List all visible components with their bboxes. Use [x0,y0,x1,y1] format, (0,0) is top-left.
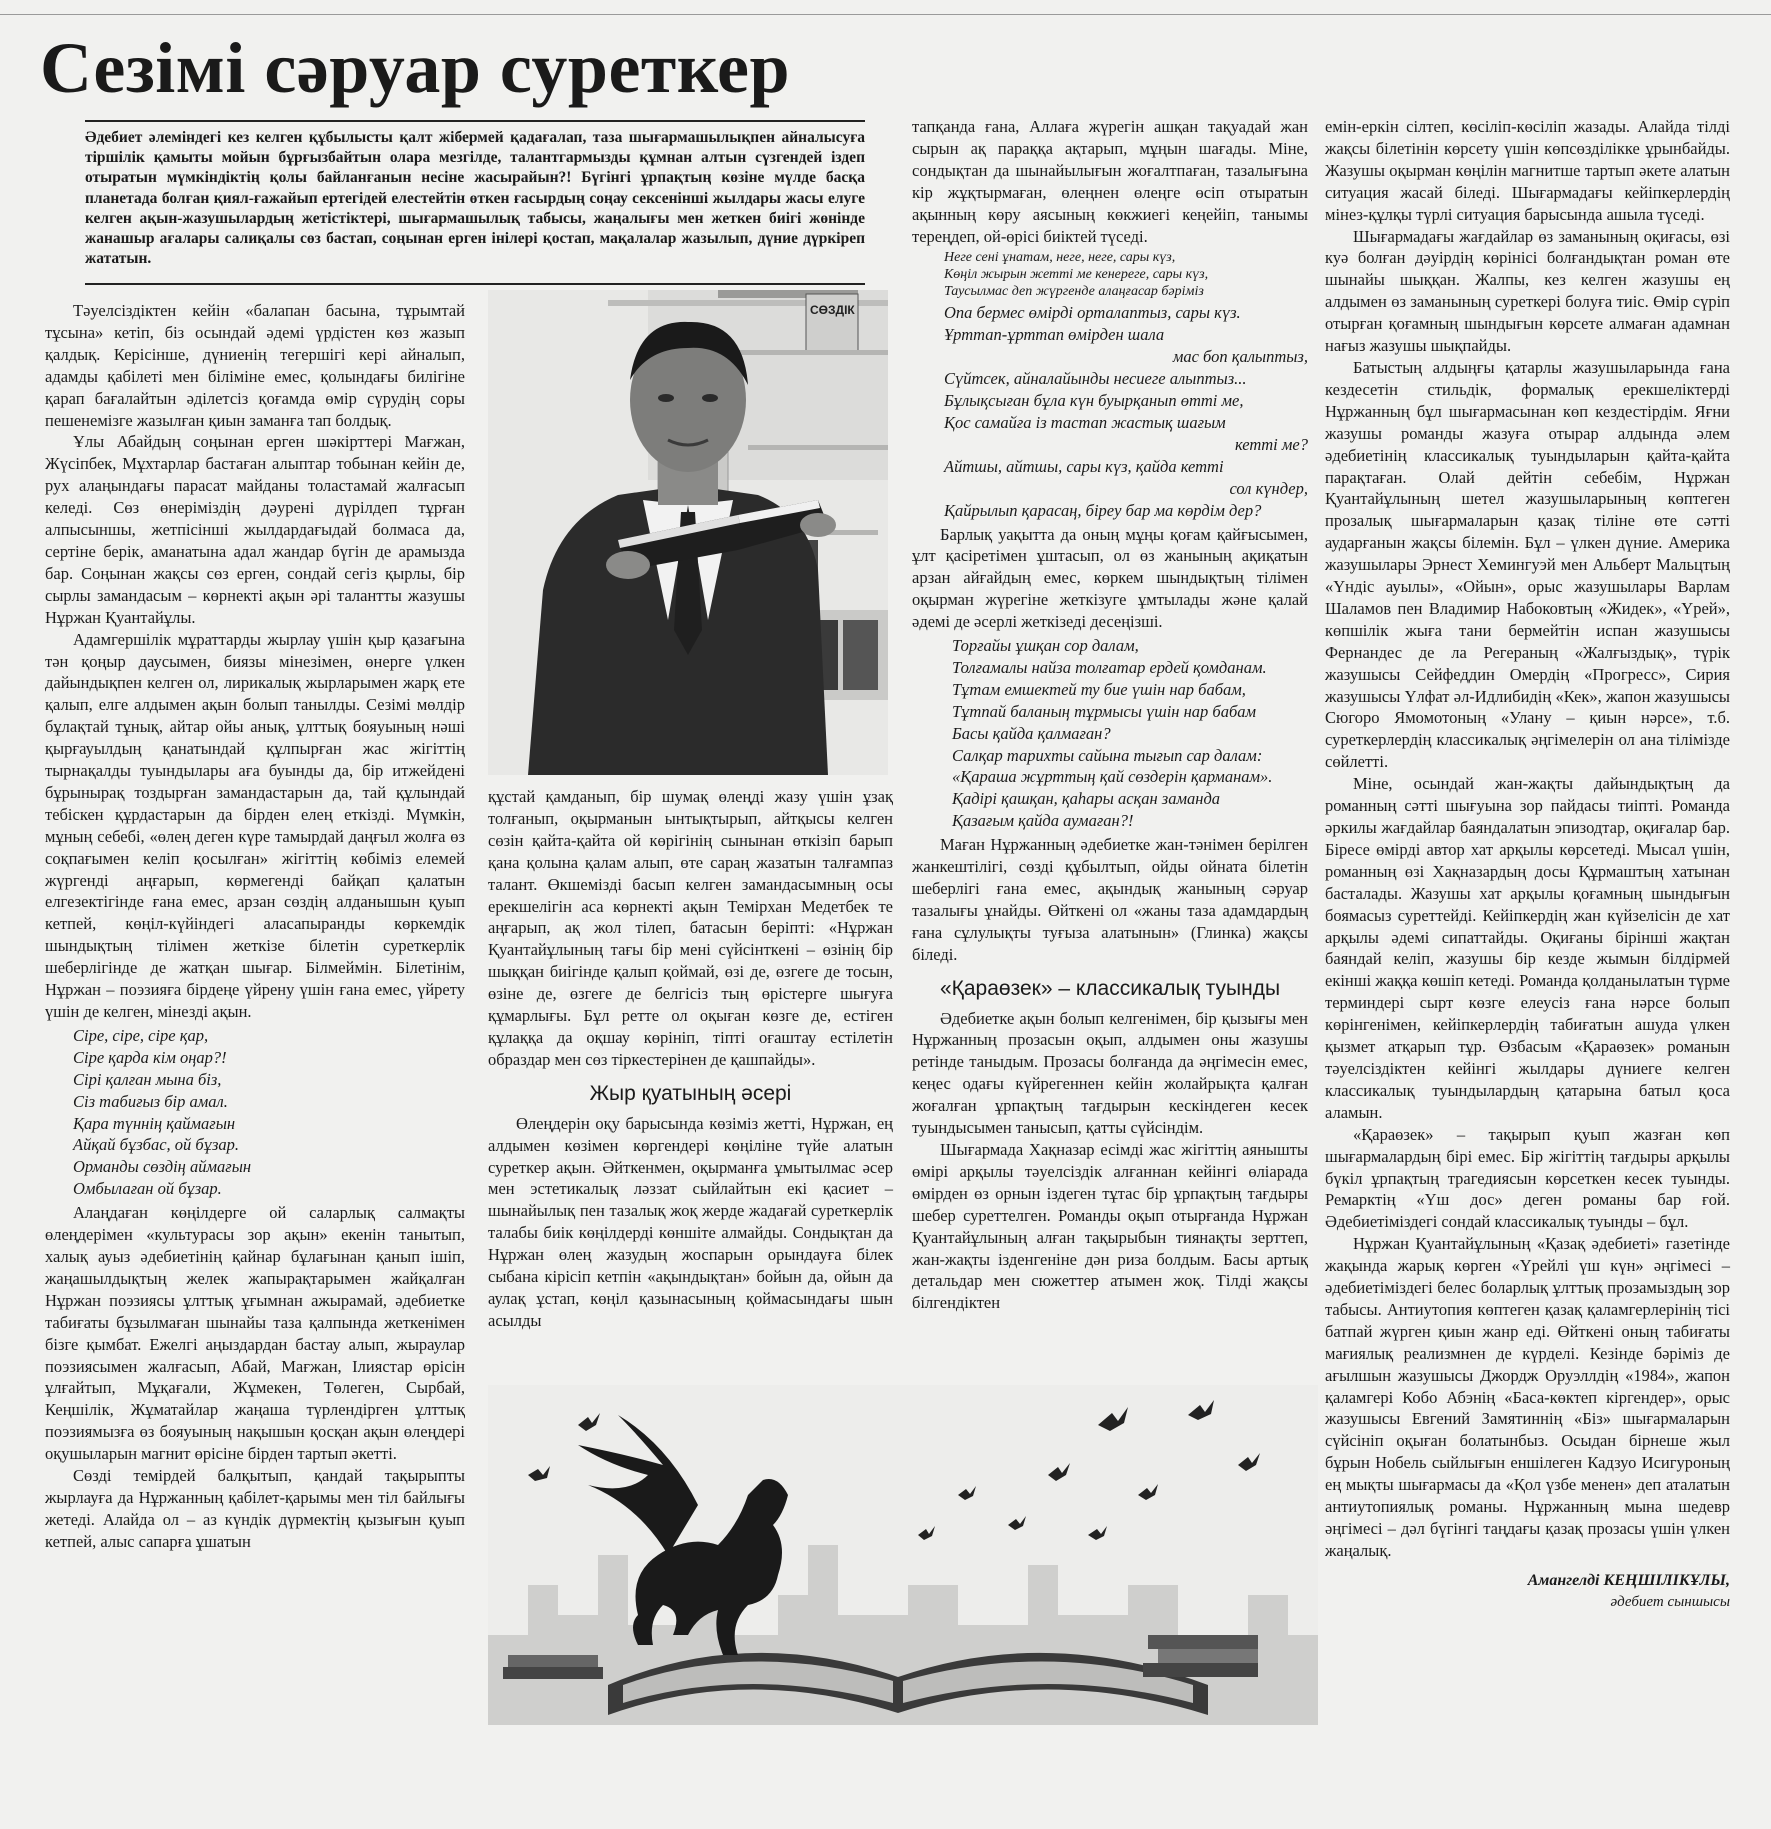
section-subheading: Жыр қуатының әсері [589,1081,792,1105]
col3-paragraph: Әдебиетке ақын болып келгенімен, бір қызығы мен Нұржанның прозасын оқып, алдымен оны жазушы ретінде таныдым. Прозасы болғанда да әңгімесін емес, кеңес одағы күйрегеннен кейін жолайрықта қалған жоғалған ұрпақтың тағдырын кескіндеген кесек туындысымен танысып, қатты сүйсіндім. [912,1008,1308,1138]
column-3 [912,116,1308,1314]
poem-line: Сүйтсек, айналайынды несиеге алыптыз... [944,369,1247,389]
poem-line: Қара түннің қаймағын [73,1113,236,1133]
poem-quote-small [912,249,1308,300]
poem-line: Толғамалы найза толғатар ердей қомданам. [952,657,1267,677]
col2-paragraph: Өлеңдерін оқу барысында көзіміз жетті, Нұржан, ең алдымен көзімен көргендері көңіліне түйе алатын суреткер ақын. Әйткенмен, оқырманға ұмытылмас әсер мен эстетикалық ләззат сыйлайтын екі қасиет – шынайылық пен тазалық жоқ жерде жадағай суреткерлік талабы биік көңілдерді көншіте алмайды. Сондықтан да Нұржан өлең жазудың жоспарын орындауға білек сыбана кірісіп кетпін «ақындықтан» бойын да, ойын да аулақ ұстап, көңіл қазынасының қоймасындағы шын асылды [488,1113,893,1330]
poem-line: Қазағым қайда аумаған?! [952,811,1134,831]
pegasus-book-birds-art [488,1385,1318,1725]
poem-line: сол күндер, [1229,478,1308,498]
poem-line: Басы қайда қалмаған? [952,723,1111,743]
lead-top-rule [85,120,865,122]
col4-paragraph: емін-еркін сілтеп, көсіліп-көсіліп жазады. Алайда тілді жақсы білетінін көрсету үшін көпсөзділікке ұрынбайды. Жазушы оқырман көңілін магнитше тартып әкете алатын ситуация жасай біледі. Шығармадағы кейіпкерлердің мінез-құлқы түрлі ситуация барысында ашыла түседі. [1325,117,1730,224]
poem-line: «Қараша жұрттың қай сөздерін қарманам». [952,767,1273,787]
poem-line: Орманды сөздің аймағын [73,1157,252,1177]
poem-quote [912,302,1308,521]
col3-paragraph: тапқанда ғана, Аллаға жүрегін ашқан тақуадай жан сырын ақ параққа ақтарып, мұңын шағады. Міне, сондықтан да шынайылығын жоғалтпаған, тазалығына кір жұқтырмаған, өлеңнен өлеңге өсіп отыратын ақынның көру аясының көкжиегі кеңейіп, танымы тереңдеп, ой-өрісі биіктей түседі. [912,117,1308,246]
poem-line: Омбылаған ой бұзар. [73,1179,222,1199]
col3-paragraph: Барлық уақытта да оның мұңы қоғам қайғысымен, ұлт қасіретімен ұштасып, ол өз жанының ақиқатын арзан айғайдың емес, көркем шындықтың тілімен оқырман жүрегіне жеткізуге ұмтылады және қалай әдемі де әсерлі жеткізеді десеңізші. [912,524,1308,632]
col1-paragraph: Сөзді темірдей балқытып, қандай тақырыпты жырлауға да Нұржанның қабілет-қарымы мен тіл байлығы жетеді. Алайда ол – аз күндік дүрмектің қызығын қуып кетпей, алыс сапарға ұшатын [45,1466,465,1551]
author-signature [1325,1570,1730,1614]
poem-line: Айтшы, айтшы, сары күз, қайда кетті [944,456,1224,476]
col4-paragraph: Нұржан Қуантайұлының «Қазақ әдебиеті» газетінде жақында жарық көрген «Үрейлі үш күн» әңгімесі – әдебиетіміздегі белес боларлық ұлттық прозамыздың зор табысы. Антиутопия көптеген қазақ қаламгерлерінің тісі батпай жүрген қиын жанр еді. Өйткені оның табиғаты мағиялық реализмнен де күрделі. Кезінде бәріміз де ағылшын жазушысы Джордж Оруэллдің «1984», жапон қаламгері Кобо Абэнің «Баса-көктеп кіргендер», орыс жазушысы Евгений Замятиннің «Біз» шығармаларын сүйсініп оқыған болатынбыз. Осыдан бірнеше жыл бұрын Нобель сыйлығын еншілеген Кадзуо Исигуроның ең мықты шығармасы да «Қол үзбе менен» деп аталатын антиутопиялық романы. Нұржанның мына шедевр әңгімесі – дәл бүгінгі таңдағы қазақ прозасы үшін үлкен жаңалық. [1325,1234,1730,1560]
poem-line: Тұтпай баланың тұрмысы үшін нар бабам [952,701,1257,721]
page-top-rule [0,0,1771,15]
poem-line: Тұтам емшектей ту бие үшін нар бабам, [952,679,1246,699]
col1-paragraph: Тәуелсіздіктен кейін «балапан басына, тұрымтай тұсына» кетіп, біз осындай әдемі үрдістен көз жазып қалдық. Керісінше, дүниенің тегершігі кері айналып, адамды қабілеті мен біліміне емес, қолындағы билігіне қарап бағалайтын әділетсіз қоғамда өмір сүрудің соры пешенемізге жазылған қиын заманға тап болдық. [45,301,465,430]
lead-paragraph: Әдебиет әлеміндегі кез келген құбылысты қалт жібермей қадағалап, таза шығармашылықпен айналысуға тіршілік қамыты мойын бұрғызбайтын олара мезгілде, талантгармызды құмнан алтын сүзгендей іздеп отыратын мүмкіндіктің қолы байланғанын несіне жасырайын?! Бүгінгі ұрпақтың көзіне мүлде басқа планетада болған қиял-ғажайып ертегідей елестейтін өткен ғасырдың соңау сексенінші жылдары жасы елуге келген ақын-жазушылардың жетістіктері, шығармашылық табысы, жаңалығы мен жеткен биігі жөнінде жанашыр ағалары салиқалы сөз бастап, соңынан ерген інілері қостап, мақалалар жазылып, дүние дүркіреп жататын. [85,129,865,268]
poem-line: Көңіл жырын жетті ме кенереге, сары күз, [944,267,1209,283]
col2-paragraph: құстай қамданып, бір шумақ өлеңді жазу үшін ұзақ толғанып, оқырманын ынтықтырып, айтқысы келген сөзін қайта-қайта ой көрігінің сынынан өткізіп барып қана қолына қалам алып, өте сараң жазатын талғампаз талант. Өкшемізді басып келген замандасымның осы ерекшелігін аса көрнекті ақын Темірхан Медетбек те аңғарып, ақ жол тілеп, батасын беріпті: «Нұржан Қуантайұлының тағы бір мені сүйсінткені – өзінің бір шыққан биігінде қалып қоймай, өзі де, өзгеге де тосын, өзіне де, өзгеге де белгісіз тың өрістерге шығуға құмарлығы. Бұл ретте ол оқыған көзге де, естіген құлаққа да оқшау көрініп, тіпті оғаштау естілетін образдар мен сөз тіркестерінен де қашпайды». [488,787,893,1069]
poem-line: Неге сені ұнатам, неге, неге, сары күз, [944,250,1176,266]
col3-paragraph: Шығармада Хақназар есімді жас жігіттің аянышты өмірі арқылы тәуелсіздік алғаннан кейінгі өліарада өмірден өз орнын іздеген тұтас бір ұрпақтың тағдыры шебер суреттелген. Романды оқып отырғанда Нұржан Қуантайұлының алған тақырыбын тиянақты зерттеп, жан-жақты ізденгеніне дән риза болдым. Басы артық детальдар мен сюжеттер атымен жоқ. Тілді жақсы білгендіктен [912,1139,1308,1313]
poem-line: мас боп қалыптыз, [1172,347,1308,367]
col4-paragraph: Батыстың алдыңғы қатарлы жазушыларында ғана кездесетін стильдік, формалық ерекшеліктерді Нұржанның бұл шығармасынан көп кездестірдім. Яғни жазушы романды жазуға отырар алдында әлем әдебиетінің классикалық туындыларын қайта-қайта парақтаған. Олай дейтін себебім, Нұржан Қуантайұлының шетел жазушыларының көптеген прозалық шығармаларын қазақ тіліне өте сәтті аударғанын жақсы білемін. Бұл – үлкен дүние. Америка жазушылары Эрнест Хемингуэй мен Альберт Мальцтың «Үндіс ауылы», «Ойын», орыс жазушылары Варлам Шаламов пен Владимир Набоковтың «Жидек», «Үрей», көпшілік жыға тани бермейтін испан жазушысы Фернандес де ла Регераның «Жалғыздық», түрік жазушысы Сейфеддин Омердің «Прогресс», Сирия жазушысы Үлфат әл-Идлибидің «Кек», жапон жазушысы Сюгоро Ямомотоның «Улану – қиын нәрсе», т.б. суреткерлердің классикалық әңгімелерін ол ана тілімізде сөйлетті. [1325,357,1730,772]
poem-line: Сірі қалған мына біз, [73,1069,222,1089]
col1-paragraph: Ұлы Абайдың соңынан ерген шәкірттері Мағжан, Жүсіпбек, Мұхтарлар бастаған алыптар тобынан кейін де, рух алаңындағы парасат майданы толастамай жалғасып келеді. Сөз өнеріміздің дәуренi дүрілдеп тұрған алпысыншы, жетпісінші жылдардағыдай болмаса да, сертіне берік, аманатына адал жандар бүгін де арамызда бар. Соңынан жақсы сөз ерген, сондай сегіз қырлы, бір сырлы замандасым – көрнекті ақын әрі талантты жазушы Нұржан Қуантайұлы. [45,432,465,627]
poem-line: Қайрылып қарасаң, біреу бар ма көрдім дер? [944,500,1262,520]
section-subheading: «Қараөзек» – классикалық туынды [939,976,1281,1000]
author-role: әдебиет сыншысы [1610,1593,1730,1610]
poem-line: Айқай бұзбас, ой бұзар. [73,1135,240,1155]
col4-paragraph: «Қараөзек» – тақырып қуып жазған көп шығармалардың бірі емес. Бір жігіттің тағдыры арқылы бүкіл ұрпақтың трагедиясын көрсеткен кесек туынды. Ремарктің «Үш дос» деген романы бар ғой. Әдебиетіміздегі сондай классикалық туынды – бұл. [1325,1124,1730,1232]
poem-line: Таусылмас деп жүргенде алаңғасар бәріміз [944,284,1204,300]
poem-line: Сіз табиғыз бір амал. [73,1091,228,1111]
headline: Сезімі сәруар суреткер [40,28,790,108]
poem-quote [912,635,1308,832]
poem-line: кетті ме? [1234,434,1308,454]
author-photo-illustration [488,290,888,775]
poem-line: Ұрттап-ұрттап өмірден шала [944,325,1165,345]
poem-quote [45,1025,465,1200]
poem-line: Қадірі қашқан, қаһары асқан заманда [952,789,1221,809]
column-2 [488,786,893,1332]
poem-line: Сіре қарда кім оңар?! [73,1047,227,1067]
poem-line: Қос самайға із тастап жастық шағым [944,412,1226,432]
col4-paragraph: Шығармадағы жағдайлар өз заманының оқиғасы, өзі куә болған дәуірдің көрінісі болғандықтан роман өте шынайы шыққан. Жалпы, кез келген жазушы ең алдымен өз заманының суреткері болуға тиіс. Өмір сүріп отырған қоғамның шындығын көрсете алмаған адамнан нағыз жазушы шықпайды. [1325,226,1730,356]
column-4 [1325,116,1730,1614]
author-photo [488,290,888,775]
poem-line: Бұлықсыған бұла күн буырқанып өтті ме, [944,391,1244,411]
column-1 [45,300,465,1553]
col4-paragraph: Міне, осындай жан-жақты дайындықтың да романның сәтті шығуына зор пайдасы тиіпті. Романда әркилы жағдайлар баяндалатын эпизодтар, оқиғалар бар. Біресе өмірді автор хат арқылы көрсетеді. Мысал үшін, романның өзі Хақназардың досы Құрмаштың хатынан басталады. Жазушы хат арқылы қоғамның шындығын боямасыз суреттейді. Кейіпкердің жан күйзелісін де хат арқылы әдемі сипаттайды. Оқиғаны бірінші жақтан баяндай келіп, жазушы бір кезде жымын білдірмей екінші жаққа көшіп кетеді. Романда қолданылатын түрме терминдері сырт көзге елеусіз ғана нәрсе болып көрінгенімен, кейіпкерлердің табиғатын ашуда үлкен қызмет атқарып тұр. Өзбасым «Қараөзек» романын тәуелсіздіктен кейінгі жылдары дүниеге келген классикалық туындылардың қатарына батыл қоса аламын. [1325,774,1730,1122]
book-spine-title: СӨЗДІК [810,303,855,317]
poem-line: Торғайы ұшқан сор далам, [952,636,1139,656]
pegasus-illustration [488,1385,1318,1725]
poem-line: Сіре, сіре, сіре қар, [73,1025,209,1045]
poem-line: Салқар тарихты сайына тығып сар далам: [952,745,1263,765]
author-name: Амангелді КЕҢШІЛІКҰЛЫ, [1527,1571,1730,1589]
lead-bottom-rule [85,283,865,285]
poem-line: Опа бермес өмірді орталаптыз, сары күз. [944,303,1241,323]
col1-paragraph: Алаңдаған көңілдерге ой саларлық салмақты өлеңдерімен «культурасы зор ақын» екенін танытып, халық ауыз әдебиетінің қайнар бұлағынан қанып ішіп, жаңашылдықтың желек жапырақтарымен жайқалған Нұржан поэзиясы ұлттық ұғымнан ажырамай, әдебиетке табиғаты бұзылмаған шынайы таза қалпында жеткенімен бізге қымбат. Ежелгі аңыздардан бастау алып, жыраулар поэзиясымен жалғасып, Абай, Мағжан, Ілиястар өрісін ұлғайтып, Мұқағали, Жұмекен, Төлеген, Сырбай, Кеңшілік, Жұматайлар жаңаша түрлендірген ұлттық поэзиямызға өз бояуының нақышын қосқан ақын өлеңдері оқушыларын магнит өрісіне бірден тартып әкетті. [45,1203,465,1464]
col3-paragraph: Маған Нұржанның әдебиетке жан-тәнімен берілген жанкештілігі, сөзді құбылтып, ойды ойната білетін шеберлігі ғана емес, ақындық жанының сәруар тазалығы ұнайды. Өйткені ол «жаны таза адамдардың ғана сұлулықты туғыза алатынын» (Глинка) жақсы біледі. [912,835,1308,964]
col1-paragraph: Адамгершілік мұраттарды жырлау үшін қыр қазағына тән қоңыр даусымен, биязы мінезімен, өнерге үлкен дайындықпен келген ол, лирикалық жырларымен жарқ ете қалып, елге алдымен ақын болып танылды. Сезімі мөлдір бұлақтай тұнық, айтар ойы анық, ұлттық бояуының нәші қырғауылдың қанатындай құлпырған жас жігіттің тырнақалды туындылары аға буынды да, бір итжейдені бұрынырақ тоздырған замандастарын да, тай құлындай тебіскен құрдастарын да бірден елең еткізді. Мүмкін, мұның себебі, «өлең деген күре тамырдай даңғыл жолға өз соқпағымен келіп қосылған» жігіттің көбіміз елемей жүргенді аңғарып, көрмегенді байқап қалатын елгезектігінде ғана емес, арзан сөздің алданышын қуып кетпей, көңіл-күйіндегі аласапыранды көркемдік шындықтың тілімен жеткізе білетін суреткерлік шеберлігінде де жатқан шығар. Білмеймін. Білетінім, Нұржан – поэзияға бірдеңе үйрену үшін ғана емес, үйрету үшін де келген, мінезді ақын. [45,629,465,1021]
